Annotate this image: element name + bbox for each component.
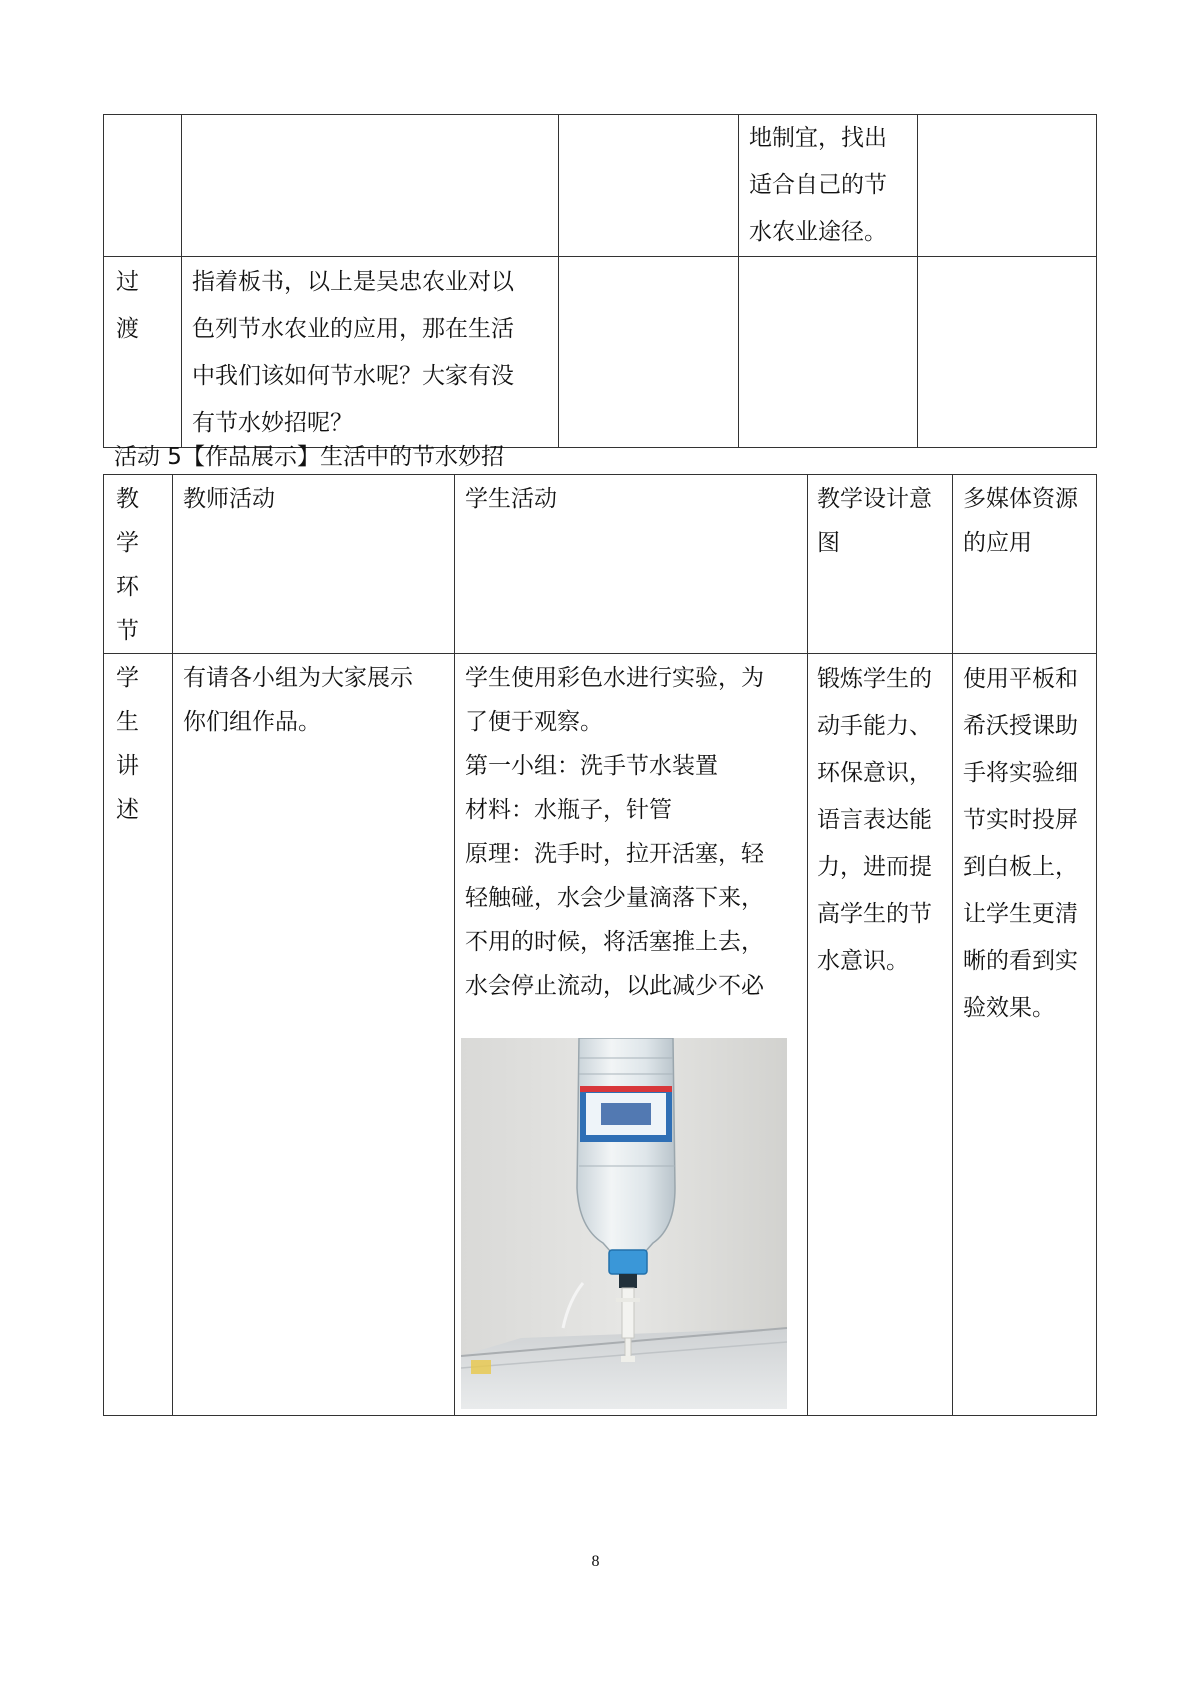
student-activity-line: 不用的时候，将活塞推上去， bbox=[465, 929, 764, 955]
design-intent-line: 环保意识， bbox=[817, 760, 932, 786]
stage-label-char: 讲 bbox=[116, 753, 139, 779]
design-intent-line: 水意识。 bbox=[817, 948, 909, 974]
bottle-syringe-photo bbox=[461, 1038, 787, 1409]
header-student-activity: 学生活动 bbox=[465, 486, 557, 512]
teacher-activity-line: 中我们该如何节水呢？大家有没 bbox=[192, 363, 514, 389]
student-activity-line: 原理：洗手时，拉开活塞，轻 bbox=[465, 841, 764, 867]
media-use-line: 晰的看到实 bbox=[963, 948, 1078, 974]
design-intent-line: 锻炼学生的 bbox=[817, 666, 932, 692]
student-activity-line: 水会停止流动，以此减少不必 bbox=[465, 973, 764, 999]
design-intent-line: 高学生的节 bbox=[817, 901, 932, 927]
media-use-line: 节实时投屏 bbox=[963, 807, 1078, 833]
student-activity-line: 轻触碰，水会少量滴落下来， bbox=[465, 885, 764, 911]
design-intent-line: 动手能力、 bbox=[817, 713, 932, 739]
stage-label-char: 过 bbox=[116, 269, 139, 295]
header-media-use: 多媒体资源 bbox=[963, 486, 1078, 512]
header-design-intent: 图 bbox=[817, 530, 840, 556]
table-row bbox=[104, 115, 1097, 257]
media-use-line: 手将实验细 bbox=[963, 760, 1078, 786]
teacher-activity-line: 有请各小组为大家展示 bbox=[183, 665, 413, 691]
student-activity-line: 学生使用彩色水进行实验，为 bbox=[465, 665, 764, 691]
stage-label-char: 渡 bbox=[116, 316, 139, 342]
activity-title: 活动 5【作品展示】生活中的节水妙招 bbox=[114, 444, 504, 470]
header-stage-char: 环 bbox=[116, 574, 139, 600]
media-use-line: 让学生更清 bbox=[963, 901, 1078, 927]
student-activity-line: 第一小组：洗手节水装置 bbox=[465, 753, 718, 779]
media-use-line: 到白板上， bbox=[963, 854, 1078, 880]
design-intent-line: 语言表达能 bbox=[817, 807, 932, 833]
header-teacher-activity: 教师活动 bbox=[183, 486, 275, 512]
student-activity-line: 材料：水瓶子，针管 bbox=[465, 797, 672, 823]
header-design-intent: 教学设计意 bbox=[817, 486, 932, 512]
header-stage-char: 学 bbox=[116, 530, 139, 556]
header-media-use: 的应用 bbox=[963, 530, 1032, 556]
teacher-activity-line: 指着板书，以上是吴忠农业对以 bbox=[192, 269, 514, 295]
stage-label-char: 述 bbox=[116, 797, 139, 823]
media-use-line: 希沃授课助 bbox=[963, 713, 1078, 739]
header-stage-char: 节 bbox=[116, 618, 139, 644]
page-number: 8 bbox=[591, 1553, 600, 1570]
design-intent-line: 水农业途径。 bbox=[749, 219, 887, 245]
table-row-transition bbox=[104, 257, 1097, 448]
teacher-activity-line: 你们组作品。 bbox=[183, 709, 321, 735]
design-intent-line: 力，进而提 bbox=[817, 854, 932, 880]
table-header-row bbox=[104, 475, 1097, 654]
stage-label-char: 学 bbox=[116, 665, 139, 691]
media-use-line: 使用平板和 bbox=[963, 666, 1078, 692]
teacher-activity-line: 色列节水农业的应用，那在生活 bbox=[192, 316, 514, 342]
teacher-activity-line: 有节水妙招呢？ bbox=[192, 410, 353, 436]
header-stage-char: 教 bbox=[116, 486, 139, 512]
student-activity-line: 了便于观察。 bbox=[465, 709, 603, 735]
stage-label-char: 生 bbox=[116, 709, 139, 735]
experiment-photo bbox=[461, 1038, 787, 1409]
design-intent-line: 适合自己的节 bbox=[749, 172, 887, 198]
media-use-line: 验效果。 bbox=[963, 995, 1055, 1021]
lesson-table-continued bbox=[103, 114, 1097, 448]
design-intent-line: 地制宜，找出 bbox=[749, 125, 887, 151]
